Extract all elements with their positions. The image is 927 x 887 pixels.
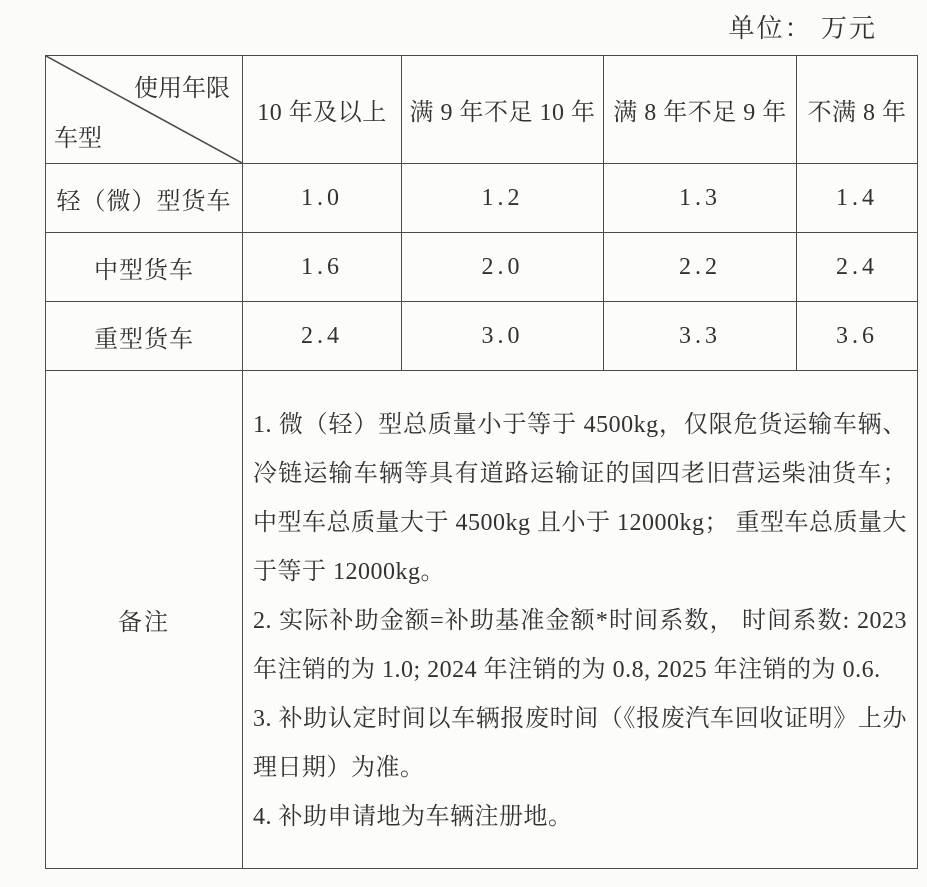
remark-paragraph-3: 3. 补助认定时间以车辆报废时间（《报废汽车回收证明》上办理日期）为准。	[253, 705, 907, 781]
value-cell: 1.0	[243, 164, 402, 233]
col-header-8-to-9y: 满 8 年不足 9 年	[604, 56, 797, 164]
value-cell: 3.3	[604, 302, 797, 371]
value-cell: 2.2	[604, 233, 797, 302]
table-row-heavy-truck	[46, 302, 918, 371]
header-row	[46, 56, 918, 164]
remark-paragraph-1: 1. 微（轻）型总质量小于等于 4500kg，仅限危货运输车辆、冷链运输车辆等具有道路运输证的国四老旧营运柴油货车； 中型车总质量大于 4500kg 且小于 12000kg； 重型车总质量大于等于 12000kg。	[253, 411, 907, 585]
remarks-content-cell	[243, 371, 918, 869]
value-cell: 1.4	[797, 164, 918, 233]
table-row-medium-truck	[46, 233, 918, 302]
row-label-medium-truck: 中型货车	[46, 233, 243, 302]
col-header-10y-plus: 10 年及以上	[243, 56, 402, 164]
corner-label-usage-years: 使用年限	[134, 76, 230, 102]
value-cell: 1.2	[402, 164, 604, 233]
col-header-9-to-10y: 满 9 年不足 10 年	[402, 56, 604, 164]
corner-header-cell	[46, 56, 243, 164]
unit-label: 单位： 万元	[728, 14, 877, 43]
value-cell: 1.3	[604, 164, 797, 233]
row-label-light-truck: 轻（微）型货车	[46, 164, 243, 233]
value-cell: 3.6	[797, 302, 918, 371]
value-cell: 1.6	[243, 233, 402, 302]
remark-paragraph-4: 4. 补助申请地为车辆注册地。	[253, 803, 573, 830]
table-row-light-truck	[46, 164, 918, 233]
remarks-row	[46, 371, 918, 869]
value-cell: 2.4	[797, 233, 918, 302]
value-cell: 2.0	[402, 233, 604, 302]
col-header-under-8y: 不满 8 年	[797, 56, 918, 164]
value-cell: 2.4	[243, 302, 402, 371]
remark-paragraph-2: 2. 实际补助金额=补助基准金额*时间系数， 时间系数: 2023 年注销的为 1.0; 2024 年注销的为 0.8, 2025 年注销的为 0.6.	[253, 607, 907, 683]
subsidy-table	[45, 55, 918, 869]
row-label-heavy-truck: 重型货车	[46, 302, 243, 371]
corner-label-vehicle-type: 车型	[54, 126, 102, 152]
value-cell: 3.0	[402, 302, 604, 371]
remarks-label: 备注	[46, 371, 243, 869]
